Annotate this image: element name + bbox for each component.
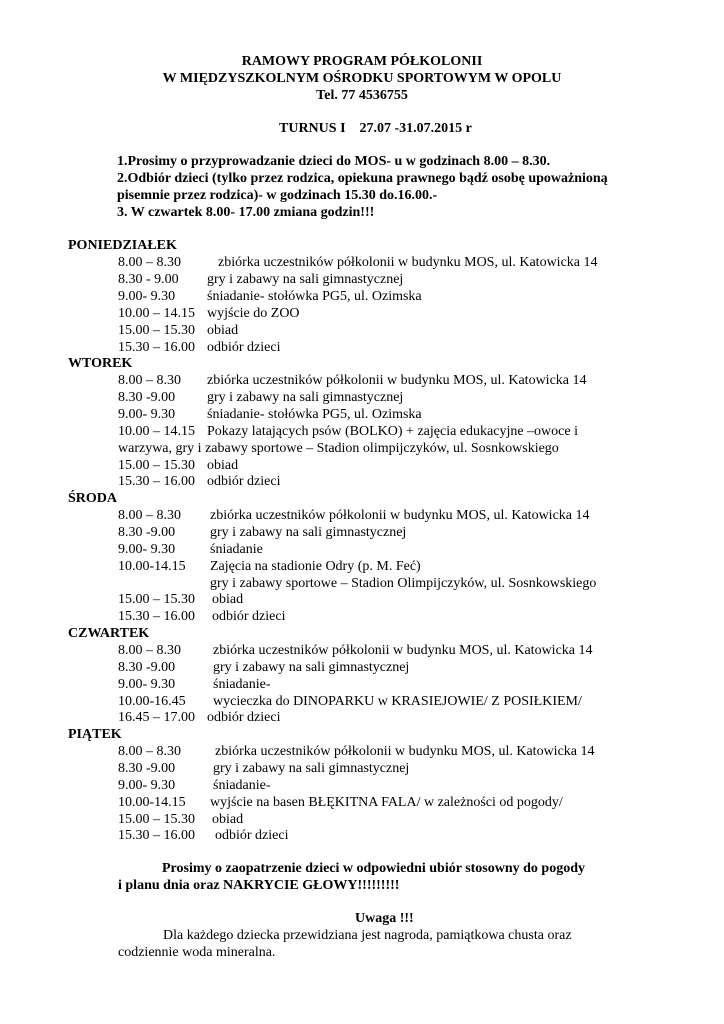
schedule-time: 10.00 – 14.15	[118, 306, 195, 321]
warning-title: Uwaga !!!	[355, 911, 414, 926]
schedule-activity: gry i zabawy na sali gimnastycznej	[213, 761, 410, 776]
schedule-time: 10.00-14.15	[118, 795, 186, 810]
schedule-activity: gry i zabawy na sali gimnastycznej	[207, 390, 404, 405]
schedule-time: 15.30 – 16.00	[118, 609, 195, 624]
note-3: 3. W czwartek 8.00- 17.00 zmiana godzin!!!	[117, 205, 375, 220]
schedule-activity: śniadanie	[210, 542, 263, 557]
schedule-activity: gry i zabawy na sali gimnastycznej	[207, 272, 404, 287]
schedule-time: 10.00-16.45	[118, 694, 186, 709]
schedule-time: 10.00 – 14.15	[118, 424, 195, 439]
schedule-activity-continued: gry i zabawy sportowe – Stadion Olimpijczyków, ul. Sosnkowskiego	[210, 576, 597, 591]
day-heading-tuesday: WTOREK	[68, 356, 133, 371]
phone-line: Tel. 77 4536755	[316, 88, 408, 103]
schedule-time: 8.00 – 8.30	[118, 508, 181, 523]
schedule-time: 15.00 – 15.30	[118, 592, 195, 607]
schedule-activity: zbiórka uczestników półkolonii w budynku MOS, ul. Katowicka 14	[218, 255, 598, 270]
schedule-time: 9.00- 9.30	[118, 778, 176, 793]
clothing-request-line-1: Prosimy o zaopatrzenie dzieci w odpowiedni ubiór stosowny do pogody	[162, 861, 586, 876]
schedule-time: 8.00 – 8.30	[118, 643, 181, 658]
schedule-time: 8.00 – 8.30	[118, 255, 181, 270]
schedule-time: 8.30 -9.00	[118, 761, 176, 776]
day-heading-thursday: CZWARTEK	[68, 626, 150, 641]
schedule-activity: wyjście na basen BŁĘKITNA FALA/ w zależności od pogody/	[210, 795, 563, 810]
schedule-activity: obiad	[212, 592, 244, 607]
schedule-time: 9.00- 9.30	[118, 677, 176, 692]
schedule-time: 15.00 – 15.30	[118, 458, 195, 473]
day-heading-wednesday: ŚRODA	[68, 491, 118, 506]
schedule-activity: Zajęcia na stadionie Odry (p. M. Feć)	[210, 559, 421, 574]
note-2-continued: pisemnie przez rodzica)- w godzinach 15.30 do.16.00.-	[117, 188, 438, 203]
warning-text-line-2: codziennie woda mineralna.	[118, 945, 276, 960]
clothing-request-line-2: i planu dnia oraz NAKRYCIE GŁOWY!!!!!!!!!	[118, 878, 400, 893]
warning-text-line-1: Dla każdego dziecka przewidziana jest nagroda, pamiątkowa chusta oraz	[163, 928, 572, 943]
schedule-activity: zbiórka uczestników półkolonii w budynku MOS, ul. Katowicka 14	[210, 508, 590, 523]
schedule-activity: zbiórka uczestników półkolonii w budynku MOS, ul. Katowicka 14	[213, 643, 593, 658]
title-line-1: RAMOWY PROGRAM PÓŁKOLONII	[241, 54, 483, 69]
day-heading-friday: PIĄTEK	[68, 727, 122, 742]
schedule-time: 8.30 -9.00	[118, 525, 176, 540]
schedule-time: 8.30 -9.00	[118, 660, 176, 675]
schedule-time: 9.00- 9.30	[118, 542, 176, 557]
schedule-activity: obiad	[207, 323, 239, 338]
turnus-line: TURNUS I 27.07 -31.07.2015 r	[279, 121, 472, 136]
schedule-time: 15.30 – 16.00	[118, 340, 195, 355]
day-heading-monday: PONIEDZIAŁEK	[68, 238, 177, 253]
schedule-time: 9.00- 9.30	[118, 407, 176, 422]
schedule-time: 8.00 – 8.30	[118, 373, 181, 388]
schedule-time: 15.00 – 15.30	[118, 812, 195, 827]
schedule-time: 9.00- 9.30	[118, 289, 176, 304]
schedule-time: 16.45 – 17.00	[118, 710, 195, 725]
schedule-activity: śniadanie- stołówka PG5, ul. Ozimska	[207, 407, 422, 422]
schedule-activity: odbiór dzieci	[207, 474, 281, 489]
schedule-time: 15.00 – 15.30	[118, 323, 195, 338]
schedule-activity: wycieczka do DINOPARKU w KRASIEJOWIE/ Z POSIŁKIEM/	[213, 694, 582, 709]
schedule-activity-continued: warzywa, gry i zabawy sportowe – Stadion olimpijczyków, ul. Sosnkowskiego	[118, 441, 559, 456]
schedule-activity: śniadanie-	[213, 677, 271, 692]
schedule-time: 15.30 – 16.00	[118, 828, 195, 843]
schedule-time: 15.30 – 16.00	[118, 474, 195, 489]
schedule-time: 8.30 -9.00	[118, 390, 176, 405]
schedule-activity: odbiór dzieci	[207, 340, 281, 355]
schedule-activity: zbiórka uczestników półkolonii w budynku MOS, ul. Katowicka 14	[215, 744, 595, 759]
note-2: 2.Odbiór dzieci (tylko przez rodzica, opiekuna prawnego bądź osobę upoważnioną	[117, 171, 608, 186]
schedule-time: 8.00 – 8.30	[118, 744, 181, 759]
schedule-activity: wyjście do ZOO	[207, 306, 300, 321]
schedule-activity: śniadanie- stołówka PG5, ul. Ozimska	[207, 289, 422, 304]
schedule-activity: obiad	[212, 812, 244, 827]
schedule-time: 8.30 - 9.00	[118, 272, 179, 287]
schedule-activity: gry i zabawy na sali gimnastycznej	[210, 525, 407, 540]
schedule-activity: odbiór dzieci	[207, 710, 281, 725]
schedule-activity: gry i zabawy na sali gimnastycznej	[213, 660, 410, 675]
schedule-activity: Pokazy latających psów (BOLKO) + zajęcia edukacyjne –owoce i	[207, 424, 578, 439]
title-line-2: W MIĘDZYSZKOLNYM OŚRODKU SPORTOWYM W OPOLU	[162, 71, 562, 86]
note-1: 1.Prosimy o przyprowadzanie dzieci do MOS- u w godzinach 8.00 – 8.30.	[117, 154, 551, 169]
schedule-time: 10.00-14.15	[118, 559, 186, 574]
schedule-activity: odbiór dzieci	[215, 828, 289, 843]
schedule-activity: odbiór dzieci	[212, 609, 286, 624]
schedule-activity: śniadanie-	[213, 778, 271, 793]
schedule-activity: obiad	[207, 458, 239, 473]
schedule-activity: zbiórka uczestników półkolonii w budynku MOS, ul. Katowicka 14	[207, 373, 587, 388]
